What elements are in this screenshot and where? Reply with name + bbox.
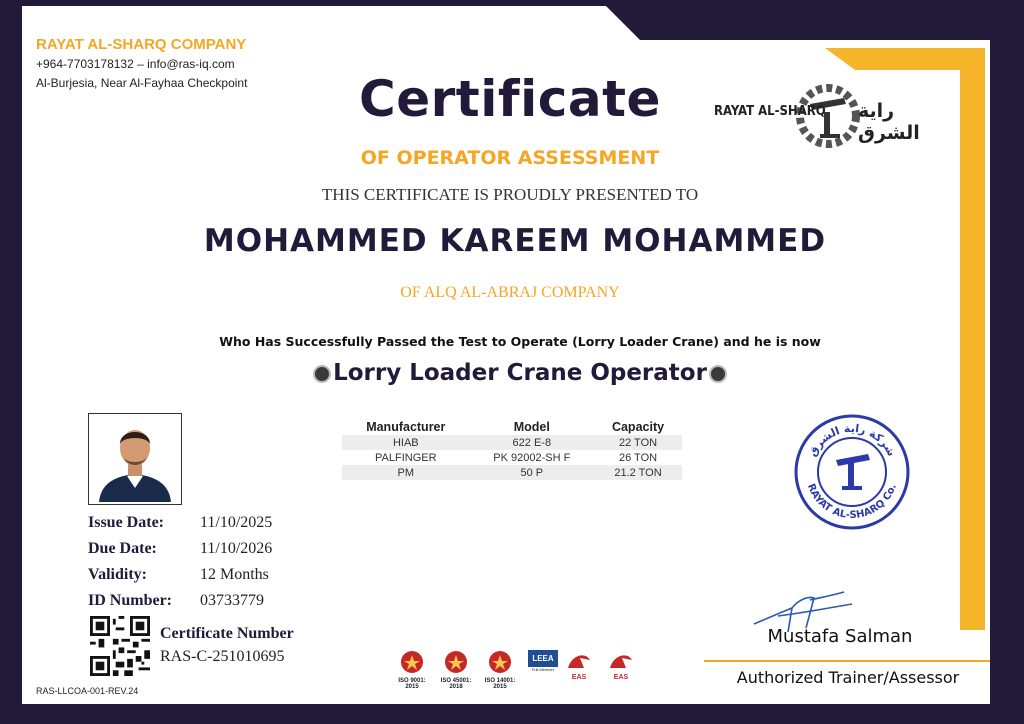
issue-date-label: Issue Date: [88,514,164,531]
due-date-label: Due Date: [88,540,157,557]
person-photo-icon [91,416,179,502]
qr-code-icon [90,616,150,676]
badge-label: ISO 14001: [484,678,516,684]
table-cell: PM [342,465,470,480]
table-cell: PALFINGER [375,451,437,464]
role-title [230,360,810,386]
due-date-value: 11/10/2026 [200,540,273,557]
presented-to-text: THIS CERTIFICATE IS PROUDLY PRESENTED TO [321,185,699,204]
badge-year: 2015 [405,684,419,690]
validity-value: 12 Months [200,566,269,583]
id-number-label: ID Number: [88,592,172,609]
accreditation-badges [392,650,652,700]
table-row [342,450,682,465]
table-cell: 21.2 TON [594,465,682,480]
iso-45001-badge [436,650,476,690]
role-text: Lorry Loader Crane Operator [333,360,707,386]
table-cell: HIAB [342,435,470,450]
badge-label: ISO 45001: [440,678,472,684]
column-header: Manufacturer [366,420,446,434]
certificate-subtitle: OF OPERATOR ASSESSMENT [360,147,660,169]
iso-badge-icon [400,650,424,674]
eas-badge [564,650,594,681]
signer-role: Authorized Trainer/Assessor [736,668,960,687]
recipient-name: MOHAMMED KAREEM MOHAMMED [203,223,827,259]
table-row [342,435,682,450]
certificate-title: Certificate [359,70,661,128]
company-contact: +964-7703178132 – info@ras-iq.com [36,57,235,71]
badge-label: EAS [571,674,587,681]
stamp-icon [792,412,912,532]
issue-date-value: 11/10/2025 [200,514,273,531]
id-number-value: 03733779 [200,592,264,609]
leea-badge [528,650,558,672]
signature-divider [704,660,990,662]
stamp-latin-text: RAYAT AL-SHARQ Co. [805,482,899,522]
badge-year: 2015 [493,684,507,690]
company-address: Al-Burjesia, Near Al-Fayhaa Checkpoint [36,76,248,90]
signer-name: Mustafa Salman [767,626,913,647]
table-row [342,465,682,480]
company-logo [712,78,940,150]
iso-9001-badge [392,650,432,690]
eas-logo-icon [566,650,592,670]
column-header: Model [513,420,550,434]
equipment-table [342,420,682,480]
recipient-organization: OF ALQ AL-ABRAJ COMPANY [400,284,620,301]
eas-logo-icon [608,650,634,670]
badge-label: EAS [613,674,629,681]
table-cell: 622 E-8 [470,435,594,450]
certificate-number-value: RAS-C-251010695 [160,648,285,665]
iso-badge-icon [444,650,468,674]
bullet-icon [313,365,331,383]
logo-latin: RAYAT AL-SHARQ [714,104,826,119]
certificate-number-label: Certificate Number [160,625,294,642]
table-cell: 50 P [470,465,594,480]
column-header: Capacity [611,420,665,434]
statement-text: Who Has Successfully Passed the Test to Operate (Lorry Loader Crane) and he is now [219,334,821,349]
table-cell: 22 TON [594,435,682,450]
badge-label: ISO 9001: [398,678,426,684]
badge-label: LEEA [528,650,558,667]
eas-badge [606,650,636,681]
bullet-icon [709,365,727,383]
table-header-row [342,420,682,435]
table-cell: PK 92002-SH F [493,451,571,464]
iso-14001-badge [480,650,520,690]
table-cell: 26 TON [618,451,658,464]
recipient-photo [88,413,182,505]
form-code: RAS-LLCOA-001-REV.24 [36,686,139,696]
stamp-arabic-text: شركة راية الشرق [805,421,899,459]
badge-year: 2018 [449,684,463,690]
iso-badge-icon [488,650,512,674]
logo-arabic: راية الشرق [858,100,920,144]
badge-year: Full Member [531,667,555,672]
company-stamp [792,412,912,532]
validity-label: Validity: [88,566,147,583]
company-name: RAYAT AL-SHARQ COMPANY [36,36,247,53]
